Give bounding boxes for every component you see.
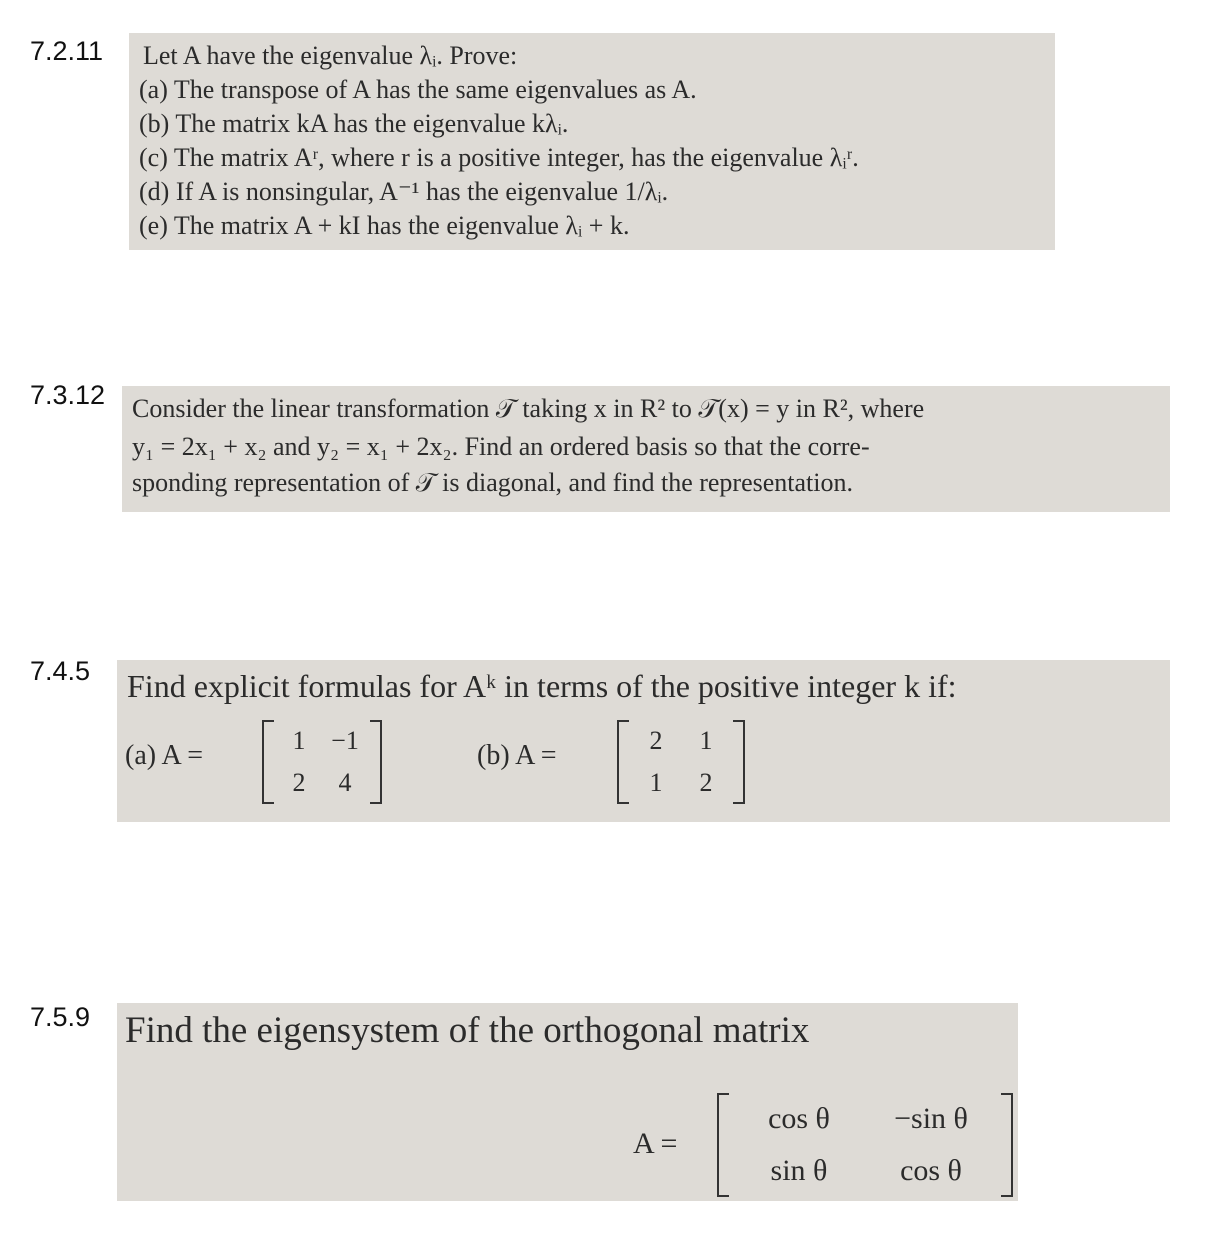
problem-text-line: (e) The matrix A + kI has the eigenvalue λᵢ + k. bbox=[139, 211, 630, 240]
matrix bbox=[617, 720, 745, 804]
part-label: (b) A = bbox=[477, 740, 557, 771]
problem-text-line: sponding representation of 𝒯 is diagonal, and find the representation. bbox=[132, 468, 854, 497]
right-bracket bbox=[370, 720, 382, 804]
matrix-entry: 2 bbox=[699, 768, 713, 797]
matrix-entry: 2 bbox=[292, 768, 306, 797]
matrix-entries bbox=[631, 720, 731, 804]
matrix bbox=[717, 1093, 1013, 1197]
part-label: (a) A = bbox=[125, 740, 203, 771]
matrix-entries bbox=[276, 720, 368, 804]
left-bracket bbox=[717, 1093, 729, 1197]
problem-7-2-11 bbox=[129, 33, 1055, 250]
problem-number: 7.5.9 bbox=[30, 1002, 91, 1032]
matrix-entries bbox=[733, 1093, 997, 1197]
problem-text-line: (a) The transpose of A has the same eigenvalues as A. bbox=[139, 75, 697, 104]
matrix-entry: −1 bbox=[331, 726, 359, 755]
problem-text-line: Let A have the eigenvalue λᵢ. Prove: bbox=[143, 41, 518, 70]
matrix-label: A = bbox=[633, 1127, 678, 1160]
matrix-entry: 1 bbox=[699, 726, 713, 755]
problem-number: 7.4.5 bbox=[30, 656, 91, 686]
left-bracket bbox=[262, 720, 274, 804]
problem-text-line: Consider the linear transformation 𝒯 taking x in R² to 𝒯(x) = y in R², where bbox=[132, 394, 925, 423]
matrix-entry: −sin θ bbox=[894, 1102, 968, 1135]
problem-text-line: Find explicit formulas for Aᵏ in terms of the positive integer k if: bbox=[127, 668, 957, 704]
left-bracket bbox=[617, 720, 629, 804]
problem-text-line: (b) The matrix kA has the eigenvalue kλᵢ. bbox=[139, 109, 569, 138]
problem-text-line: y₁ = 2x₁ + x₂ and y₂ = x₁ + 2x₂. Find an ordered basis so that the corre- bbox=[132, 432, 870, 461]
matrix-entry: 1 bbox=[292, 726, 306, 755]
matrix-entry: 2 bbox=[649, 726, 663, 755]
matrix-entry: sin θ bbox=[770, 1154, 828, 1187]
problem-number: 7.3.12 bbox=[30, 380, 106, 410]
problem-text-line: (d) If A is nonsingular, A⁻¹ has the eigenvalue 1/λᵢ. bbox=[139, 177, 669, 206]
problem-text-line: Find the eigensystem of the orthogonal matrix bbox=[125, 1010, 810, 1051]
matrix-entry: 4 bbox=[338, 768, 352, 797]
matrix-entry: 1 bbox=[649, 768, 663, 797]
problem-text-line: (c) The matrix Aʳ, where r is a positive integer, has the eigenvalue λᵢʳ. bbox=[139, 143, 859, 172]
matrix-entry: cos θ bbox=[768, 1102, 830, 1135]
matrix-entry: cos θ bbox=[900, 1154, 962, 1187]
right-bracket bbox=[733, 720, 745, 804]
problem-number: 7.2.11 bbox=[30, 36, 104, 66]
problem-7-4-5 bbox=[117, 660, 1170, 822]
problem-7-3-12 bbox=[122, 386, 1170, 512]
right-bracket bbox=[1001, 1093, 1013, 1197]
problem-7-5-9 bbox=[117, 1003, 1018, 1201]
matrix bbox=[262, 720, 382, 804]
